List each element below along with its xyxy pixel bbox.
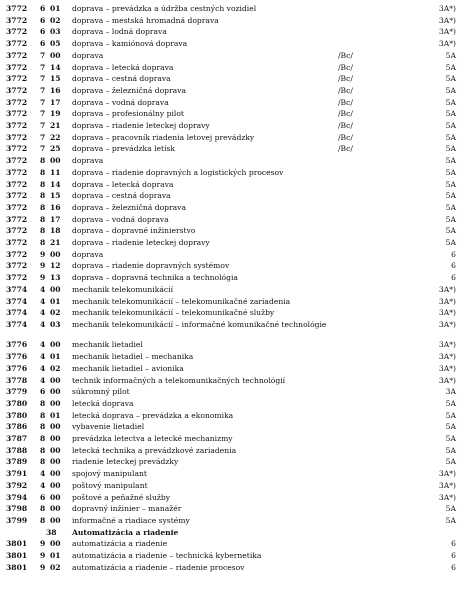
row-code: 3774: [6, 308, 28, 318]
table-row: [0, 73, 470, 84]
row-category: 5A: [445, 398, 456, 408]
row-subcode: 01: [50, 352, 61, 362]
row-name: automatizácia a riadenie – technická kybernetika: [72, 551, 262, 560]
row-category: 3A*): [438, 15, 456, 25]
row-code: 3772: [6, 109, 28, 119]
row-degree: /Bc/: [338, 132, 353, 142]
table-row: [0, 179, 470, 190]
row-name: Automatizácia a riadenie: [72, 527, 179, 537]
row-category: 5A: [445, 445, 456, 455]
row-subcode: 01: [50, 4, 61, 13]
row-code: 3776: [6, 340, 28, 350]
row-name: mechanik telekomunikácií – telekomunikačné zariadenia: [72, 296, 291, 306]
table-row: [0, 468, 470, 479]
row-category: 5A: [445, 214, 456, 224]
table-row: [0, 319, 470, 339]
table-row: [0, 85, 470, 96]
row-code: 3772: [6, 226, 28, 236]
row-code: 3772: [6, 97, 28, 107]
table-row: [0, 503, 470, 514]
row-code: 3772: [6, 15, 28, 25]
row-category: 3A*): [438, 363, 456, 373]
row-code: 3798: [6, 504, 28, 514]
row-name: letecká technika a prevádzkové zariadenia: [72, 445, 237, 455]
row-code: 3772: [6, 202, 28, 212]
row-subcode: 00: [50, 340, 61, 350]
table-row: [0, 15, 470, 26]
row-subcode: 00: [50, 492, 61, 502]
row-code: 3772: [6, 85, 28, 95]
row-level: 6: [40, 39, 46, 49]
row-subcode: 25: [50, 144, 61, 154]
row-name: doprava – železničná doprava: [72, 85, 186, 95]
row-name: doprava – mestská hromadná doprava: [72, 15, 219, 25]
row-degree: /Bc/: [338, 74, 353, 84]
row-subcode: 22: [50, 132, 61, 142]
row-subcode: 00: [50, 539, 61, 549]
row-name: mechanik telekomunikácií – telekomunikačné služby: [72, 308, 275, 318]
table-row: [0, 214, 470, 225]
row-name: doprava – lodná doprava: [72, 27, 167, 37]
row-code: 3772: [6, 144, 28, 154]
row-level: 8: [40, 445, 46, 455]
row-code: 3780: [6, 410, 28, 420]
table-row: [0, 97, 470, 108]
row-code: 3786: [6, 422, 28, 432]
table-row: [0, 190, 470, 201]
table-row: [0, 480, 470, 491]
row-level: 7: [40, 121, 46, 130]
row-level: 9: [40, 539, 46, 549]
row-code: 3774: [6, 296, 28, 306]
row-subcode: 19: [50, 109, 61, 119]
row-name: mechanik lietadiel – mechanika: [72, 352, 194, 362]
row-subcode: 00: [50, 469, 61, 479]
row-category: 6: [451, 562, 456, 572]
row-category: 5A: [445, 156, 456, 166]
table-row: [0, 167, 470, 178]
row-name: doprava: [72, 50, 104, 60]
row-name: doprava – prevádzka letísk: [72, 144, 176, 154]
table-row: [0, 272, 470, 283]
row-code: 3779: [6, 387, 28, 397]
row-code: 3772: [6, 50, 28, 60]
row-category: 5A: [445, 457, 456, 467]
row-degree: /Bc/: [338, 85, 353, 95]
row-category: 5A: [445, 144, 456, 154]
row-subcode: 00: [50, 480, 61, 490]
row-degree: /Bc/: [338, 62, 353, 72]
row-level: 4: [40, 469, 46, 479]
row-code: 3772: [6, 167, 28, 177]
row-name: doprava – letecká doprava: [72, 62, 174, 72]
row-name: doprava – riadenie leteckej dopravy: [72, 238, 210, 247]
row-level: 9: [40, 551, 46, 560]
row-code: 3801: [6, 551, 28, 560]
table-row: [0, 410, 470, 421]
row-code: 3801: [6, 539, 28, 549]
row-subcode: 13: [50, 273, 61, 283]
table-row: [0, 339, 470, 350]
table-row: [0, 515, 470, 526]
row-level: 7: [40, 97, 46, 107]
row-name: letecká doprava: [72, 398, 134, 408]
row-name: prevádzka letectva a letecké mechanizmy: [72, 434, 233, 443]
table-row: [0, 445, 470, 456]
row-name: doprava – riadenie dopravných a logistických procesov: [72, 167, 284, 177]
table-row: [0, 386, 470, 397]
row-name: doprava – kamiónová doprava: [72, 39, 188, 49]
row-category: 3A*): [438, 375, 456, 385]
row-name: súkromný pilot: [72, 387, 130, 397]
row-level: 38: [46, 527, 57, 537]
row-level: 7: [40, 50, 46, 60]
row-subcode: 14: [50, 179, 61, 189]
row-name: doprava – riadenie dopravných systémov: [72, 261, 230, 271]
row-level: 6: [40, 387, 46, 397]
row-level: 4: [40, 340, 46, 350]
section-header-row: [0, 527, 470, 538]
row-category: 3A*): [438, 469, 456, 479]
row-category: 5A: [445, 121, 456, 130]
row-code: 3799: [6, 515, 28, 525]
row-code: 3772: [6, 249, 28, 259]
row-code: 3772: [6, 179, 28, 189]
row-level: 4: [40, 319, 46, 329]
table-row: [0, 202, 470, 213]
row-name: doprava – cestná doprava: [72, 74, 171, 84]
row-level: 4: [40, 284, 46, 294]
row-subcode: 03: [50, 319, 61, 329]
row-level: 8: [40, 422, 46, 432]
row-subcode: 00: [50, 457, 61, 467]
row-category: 5A: [445, 50, 456, 60]
row-subcode: 00: [50, 445, 61, 455]
row-level: 8: [40, 214, 46, 224]
row-name: doprava – vodná doprava: [72, 97, 169, 107]
row-name: doprava: [72, 249, 104, 259]
row-category: 5A: [445, 422, 456, 432]
row-level: 8: [40, 202, 46, 212]
row-name: doprava – riadenie leteckej dopravy: [72, 121, 210, 130]
table-row: [0, 50, 470, 61]
row-code: 3794: [6, 492, 28, 502]
row-subcode: 00: [50, 515, 61, 525]
row-level: 4: [40, 480, 46, 490]
row-category: 5A: [445, 109, 456, 119]
row-category: 3A: [445, 387, 456, 397]
row-category: 5A: [445, 167, 456, 177]
row-code: 3772: [6, 62, 28, 72]
row-level: 8: [40, 515, 46, 525]
row-subcode: 00: [50, 398, 61, 408]
table-row: [0, 538, 470, 549]
row-code: 3772: [6, 74, 28, 84]
row-level: 8: [40, 179, 46, 189]
table-row: [0, 143, 470, 154]
table-row: [0, 155, 470, 166]
row-subcode: 15: [50, 74, 61, 84]
row-code: 3774: [6, 319, 28, 329]
row-name: doprava – železničná doprava: [72, 202, 186, 212]
row-subcode: 01: [50, 296, 61, 306]
row-name: informačné a riadiace systémy: [72, 515, 190, 525]
row-subcode: 17: [50, 214, 61, 224]
row-category: 3A*): [438, 39, 456, 49]
row-category: 3A*): [438, 284, 456, 294]
table-row: [0, 562, 470, 573]
row-category: 5A: [445, 515, 456, 525]
row-level: 6: [40, 27, 46, 37]
table-row: [0, 351, 470, 362]
row-code: 3780: [6, 398, 28, 408]
row-code: 3772: [6, 214, 28, 224]
row-name: mechanik lietadiel: [72, 340, 143, 350]
table-row: [0, 421, 470, 432]
row-subcode: 21: [50, 238, 61, 247]
row-code: 3791: [6, 469, 28, 479]
row-category: 5A: [445, 410, 456, 420]
table-row: [0, 550, 470, 561]
row-name: mechanik telekomunikácií: [72, 284, 173, 294]
row-subcode: 03: [50, 27, 61, 37]
table-row: [0, 38, 470, 49]
row-subcode: 16: [50, 202, 61, 212]
row-category: 5A: [445, 74, 456, 84]
table-row: [0, 108, 470, 119]
row-subcode: 00: [50, 422, 61, 432]
row-level: 7: [40, 85, 46, 95]
row-level: 9: [40, 273, 46, 283]
row-degree: /Bc/: [338, 144, 353, 154]
table-row: [0, 62, 470, 73]
row-level: 4: [40, 352, 46, 362]
row-category: 3A*): [438, 4, 456, 13]
row-subcode: 00: [50, 387, 61, 397]
table-row: [0, 456, 470, 467]
row-subcode: 12: [50, 261, 61, 271]
row-subcode: 02: [50, 363, 61, 373]
row-name: mechanik lietadiel – avionika: [72, 363, 184, 373]
table-row: [0, 398, 470, 409]
row-level: 6: [40, 15, 46, 25]
row-category: 6: [451, 249, 456, 259]
row-code: 3776: [6, 352, 28, 362]
table-row: [0, 492, 470, 503]
table-row: [0, 433, 470, 444]
row-name: poštový manipulant: [72, 480, 148, 490]
row-name: doprava – vodná doprava: [72, 214, 169, 224]
table-row: [0, 225, 470, 236]
row-name: doprava – dopravné inžinierstvo: [72, 226, 196, 236]
row-category: 5A: [445, 504, 456, 514]
row-code: 3772: [6, 273, 28, 283]
row-name: poštové a peňažné služby: [72, 492, 171, 502]
row-name: automatizácia a riadenie: [72, 539, 168, 549]
row-category: 6: [451, 261, 456, 271]
table-row: [0, 375, 470, 386]
row-subcode: 00: [50, 284, 61, 294]
row-subcode: 11: [50, 167, 61, 177]
row-code: 3772: [6, 4, 28, 13]
row-subcode: 05: [50, 39, 61, 49]
row-code: 3774: [6, 284, 28, 294]
row-code: 3772: [6, 39, 28, 49]
row-level: 4: [40, 363, 46, 373]
row-level: 6: [40, 4, 46, 13]
row-subcode: 00: [50, 156, 61, 166]
row-code: 3772: [6, 121, 28, 130]
row-subcode: 02: [50, 15, 61, 25]
row-category: 5A: [445, 191, 456, 201]
row-level: 7: [40, 144, 46, 154]
row-name: dopravný inžinier – manažér: [72, 504, 182, 514]
row-level: 8: [40, 226, 46, 236]
row-level: 6: [40, 492, 46, 502]
row-level: 8: [40, 434, 46, 443]
table-row: [0, 284, 470, 295]
row-category: 5A: [445, 179, 456, 189]
row-name: doprava – cestná doprava: [72, 191, 171, 201]
row-level: 9: [40, 562, 46, 572]
row-subcode: 00: [50, 504, 61, 514]
row-subcode: 02: [50, 308, 61, 318]
row-name: riadenie leteckej prevádzky: [72, 457, 179, 467]
row-level: 8: [40, 167, 46, 177]
row-category: 5A: [445, 238, 456, 247]
row-category: 5A: [445, 132, 456, 142]
row-subcode: 00: [50, 375, 61, 385]
row-level: 4: [40, 308, 46, 318]
row-level: 8: [40, 457, 46, 467]
row-code: 3772: [6, 238, 28, 247]
table-row: [0, 26, 470, 37]
row-code: 3776: [6, 363, 28, 373]
row-category: 5A: [445, 62, 456, 72]
row-subcode: 17: [50, 97, 61, 107]
row-level: 7: [40, 74, 46, 84]
row-subcode: 16: [50, 85, 61, 95]
row-category: 5A: [445, 434, 456, 443]
row-category: 5A: [445, 85, 456, 95]
row-code: 3787: [6, 434, 28, 443]
row-subcode: 00: [50, 249, 61, 259]
row-level: 8: [40, 238, 46, 247]
row-name: doprava: [72, 156, 104, 166]
table-row: [0, 3, 470, 14]
row-category: 3A*): [438, 340, 456, 350]
table-row: [0, 307, 470, 318]
row-category: 3A*): [438, 296, 456, 306]
row-degree: /Bc/: [338, 50, 353, 60]
row-level: 8: [40, 504, 46, 514]
row-category: 6: [451, 273, 456, 283]
row-code: 3792: [6, 480, 28, 490]
table-row: [0, 296, 470, 307]
row-category: 6: [451, 551, 456, 560]
row-code: 3772: [6, 156, 28, 166]
row-name: doprava – prevádzka a údržba cestných vozidiel: [72, 4, 257, 13]
row-degree: /Bc/: [338, 121, 353, 130]
row-category: 3A*): [438, 352, 456, 362]
table-row: [0, 237, 470, 248]
row-level: 4: [40, 375, 46, 385]
row-code: 3778: [6, 375, 28, 385]
row-category: 3A*): [438, 308, 456, 318]
row-degree: /Bc/: [338, 109, 353, 119]
row-level: 8: [40, 156, 46, 166]
table-row: [0, 249, 470, 260]
row-subcode: 01: [50, 410, 61, 420]
row-level: 9: [40, 261, 46, 271]
row-level: 8: [40, 191, 46, 201]
row-level: 4: [40, 296, 46, 306]
row-level: 7: [40, 62, 46, 72]
row-category: 5A: [445, 226, 456, 236]
row-code: 3772: [6, 261, 28, 271]
row-code: 3772: [6, 191, 28, 201]
row-name: doprava – pracovník riadenia letovej prevádzky: [72, 132, 255, 142]
row-name: doprava – dopravná technika a technológia: [72, 273, 238, 283]
row-category: 5A: [445, 97, 456, 107]
row-level: 9: [40, 249, 46, 259]
row-subcode: 01: [50, 551, 61, 560]
row-category: 3A*): [438, 492, 456, 502]
row-name: automatizácia a riadenie – riadenie procesov: [72, 562, 245, 572]
row-code: 3801: [6, 562, 28, 572]
row-category: 3A*): [438, 480, 456, 490]
row-name: doprava – letecká doprava: [72, 179, 174, 189]
row-name: technik informačných a telekomunikačných technológií: [72, 375, 286, 385]
table-row: [0, 363, 470, 374]
row-degree: /Bc/: [338, 97, 353, 107]
row-name: vybavenie lietadiel: [72, 422, 145, 432]
row-name: doprava – profesionálny pilot: [72, 109, 184, 119]
row-subcode: 15: [50, 191, 61, 201]
row-category: 3A*): [438, 27, 456, 37]
row-category: 6: [451, 539, 456, 549]
row-subcode: 18: [50, 226, 61, 236]
row-code: 3772: [6, 132, 28, 142]
row-subcode: 02: [50, 562, 61, 572]
row-code: 3772: [6, 27, 28, 37]
row-category: 5A: [445, 202, 456, 212]
row-name: spojový manipulant: [72, 469, 147, 479]
table-row: [0, 260, 470, 271]
row-level: 7: [40, 132, 46, 142]
row-subcode: 00: [50, 434, 61, 443]
row-name: mechanik telekomunikácií – informačné komunikačné technológie: [72, 319, 327, 329]
row-subcode: 14: [50, 62, 61, 72]
row-code: 3789: [6, 457, 28, 467]
row-category: 3A*): [438, 319, 456, 329]
row-code: 3788: [6, 445, 28, 455]
row-name: letecká doprava – prevádzka a ekonomika: [72, 410, 234, 420]
row-subcode: 00: [50, 50, 61, 60]
table-row: [0, 132, 470, 143]
row-level: 8: [40, 398, 46, 408]
row-level: 8: [40, 410, 46, 420]
table-row: [0, 120, 470, 131]
row-level: 7: [40, 109, 46, 119]
row-subcode: 21: [50, 121, 61, 130]
